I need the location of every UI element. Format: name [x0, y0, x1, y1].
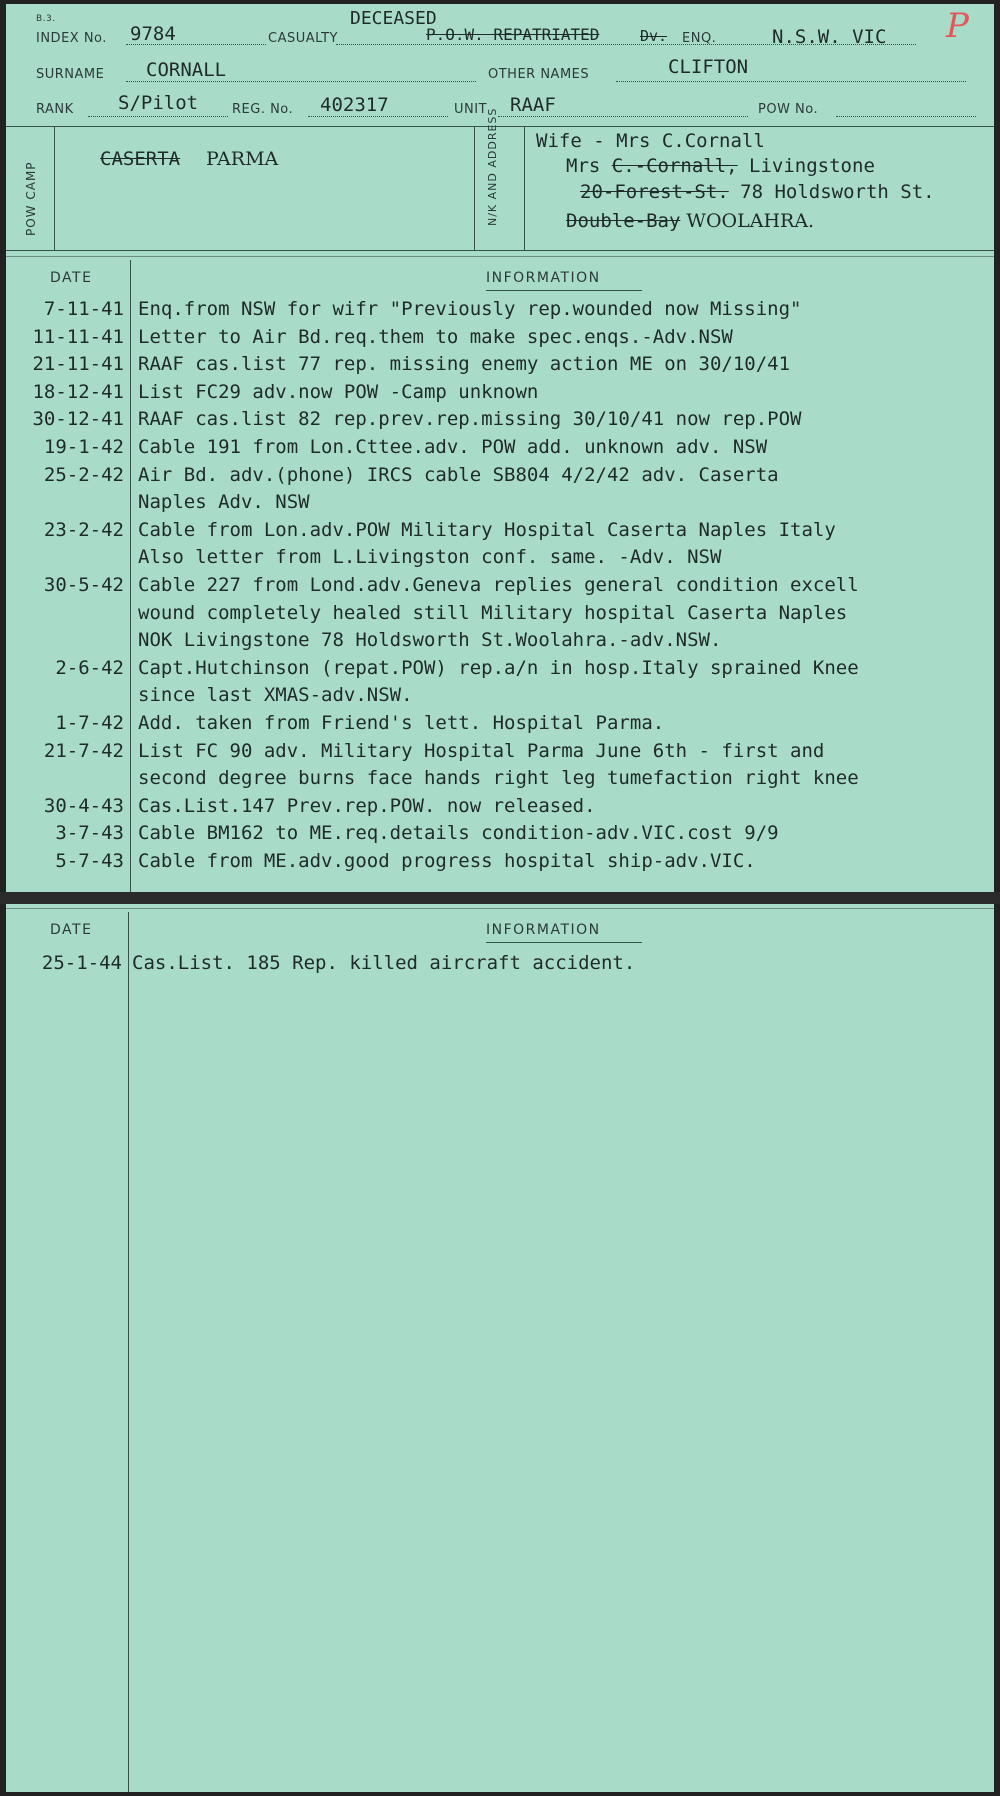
reg-rule	[308, 116, 448, 117]
pow-camp-struck: CASERTA	[100, 148, 181, 170]
surname-rule	[126, 81, 476, 82]
rank-rule	[88, 116, 228, 117]
casualty-rule	[336, 44, 916, 45]
entry-text: since last XMAS-adv.NSW.	[138, 684, 413, 707]
pow-camp-divider	[54, 126, 55, 250]
entry-text: Enq.from NSW for wifr "Previously rep.wounded now Missing"	[138, 298, 802, 320]
card-separator	[0, 892, 1000, 904]
entry-date: 25-2-42	[43, 463, 124, 486]
entry-date: 19-1-42	[43, 436, 124, 458]
reg-label: REG. No.	[232, 102, 294, 117]
index-label: INDEX No.	[36, 31, 107, 46]
casualty-label: CASUALTY	[268, 31, 338, 46]
other-names-rule	[616, 81, 966, 82]
entry-date: 30-5-42	[43, 574, 124, 596]
surname: CORNALL	[146, 59, 227, 81]
nok-line-4-rest: WOOLAHRA.	[680, 210, 815, 232]
entry-text: RAAF cas.list 77 rep. missing enemy action ME on 30/10/41	[138, 353, 791, 376]
entry-date: 18-12-41	[32, 380, 124, 403]
index-no: 9784	[130, 23, 176, 45]
entry-text: Also letter from L.Livingston conf. same. -Adv. NSW	[138, 546, 722, 569]
rank-label: RANK	[36, 102, 74, 117]
entry-text: Cas.List. 185 Rep. killed aircraft accident.	[132, 952, 636, 974]
index-rule	[126, 44, 266, 45]
pow-camp: PARMA	[206, 148, 279, 170]
entry-text: List FC 90 adv. Military Hospital Parma June 6th - first and	[138, 739, 825, 762]
entry-text: RAAF cas.list 82 rep.prev.rep.missing 30/10/41 now rep.POW	[138, 408, 802, 431]
unit: RAAF	[510, 94, 556, 116]
nok-line-2	[566, 155, 875, 177]
enq-value: N.S.W. VIC	[772, 26, 887, 48]
entry-text: NOK Livingstone 78 Holdsworth St.Woolahra.-adv.NSW.	[138, 629, 722, 652]
entry-text: Cas.List.147 Prev.rep.POW. now released.	[138, 794, 596, 817]
pow-no-rule	[836, 116, 976, 117]
rank: S/Pilot	[118, 92, 199, 114]
nok-line-4	[566, 210, 814, 232]
info-header-2: INFORMATION	[486, 922, 601, 938]
entry-text: List FC29 adv.now POW -Camp unknown	[138, 380, 539, 403]
casualty-status: DECEASED	[350, 8, 437, 29]
entry-text: Add. taken from Friend's lett. Hospital Parma.	[138, 712, 665, 734]
nok-label: N/K AND ADDRESS	[486, 107, 499, 226]
entry-text: Cable 227 from Lond.adv.Geneva replies general condition excell	[138, 574, 859, 596]
nok-line-2-struck: C.-Cornall,	[611, 155, 738, 177]
nok-line-3-struck: 20-Forest-St.	[580, 181, 729, 203]
nok-divider-left	[474, 126, 475, 250]
nok-line-1: Wife - Mrs C.Cornall	[536, 130, 765, 152]
entry-date: 7-11-41	[43, 298, 124, 320]
nok-line-2-prefix: Mrs	[566, 155, 612, 177]
entry-text: wound completely healed still Military hospital Caserta Naples	[138, 601, 848, 624]
pow-no-label: POW No.	[758, 102, 819, 117]
unit-label: UNIT	[454, 102, 488, 117]
box-bottom-rule	[6, 250, 994, 251]
date-column-divider	[130, 260, 131, 892]
entry-date: 21-7-42	[43, 739, 124, 762]
date-header: DATE	[50, 270, 93, 286]
enq-struck: Dv.	[640, 27, 668, 45]
info-header-underline	[486, 290, 642, 291]
entry-date: 11-11-41	[32, 325, 124, 348]
entry-date: 23-2-42	[43, 518, 124, 541]
other-names: CLIFTON	[668, 56, 749, 78]
entry-date: 25-1-44	[41, 952, 122, 974]
entry-date: 1-7-42	[55, 712, 124, 734]
unit-rule	[498, 116, 748, 117]
entry-text: Naples Adv. NSW	[138, 491, 310, 514]
entry-text: Capt.Hutchinson (repat.POW) rep.a/n in hosp.Italy sprained Knee	[138, 656, 859, 679]
entry-date: 5-7-43	[55, 850, 124, 872]
table-top-rule	[6, 256, 994, 257]
entry-date: 30-12-41	[32, 408, 124, 431]
entry-text: Air Bd. adv.(phone) IRCS cable SB804 4/2/42 adv. Caserta	[138, 463, 779, 486]
entry-text: Cable 191 from Lon.Cttee.adv. POW add. unknown adv. NSW	[138, 436, 768, 458]
pow-camp-label: POW CAMP	[24, 161, 38, 236]
enq-label: ENQ.	[682, 31, 717, 46]
entry-date: 30-4-43	[43, 794, 124, 817]
casualty-struck: P.O.W. REPATRIATED	[426, 25, 600, 44]
nok-line-3-rest: 78 Holdsworth St.	[728, 181, 935, 203]
box-top-rule	[6, 126, 994, 127]
p-mark: P	[946, 6, 969, 46]
date-header-2: DATE	[50, 922, 93, 938]
form-code: B.3.	[36, 14, 56, 24]
nok-divider-right	[524, 126, 525, 250]
surname-label: SURNAME	[36, 67, 105, 82]
reg-no: 402317	[320, 94, 389, 116]
entry-date: 3-7-43	[55, 822, 124, 845]
table-top-rule-2	[6, 908, 994, 909]
entry-date: 2-6-42	[55, 656, 124, 679]
casualty-card-front	[6, 4, 994, 892]
entry-text: Cable BM162 to ME.req.details condition-adv.VIC.cost 9/9	[138, 822, 779, 845]
casualty-card-continuation	[6, 904, 994, 1792]
entry-text: Cable from ME.adv.good progress hospital ship-adv.VIC.	[138, 850, 756, 872]
nok-line-3	[580, 181, 935, 203]
info-header-underline-2	[486, 942, 642, 943]
entry-date: 21-11-41	[32, 353, 124, 376]
nok-line-2-rest: Livingstone	[737, 155, 875, 177]
entry-text: Letter to Air Bd.req.them to make spec.enqs.-Adv.NSW	[138, 325, 733, 348]
info-header: INFORMATION	[486, 270, 601, 286]
date-column-divider-2	[128, 912, 129, 1792]
other-names-label: OTHER NAMES	[488, 67, 590, 82]
entry-text: Cable from Lon.adv.POW Military Hospital Caserta Naples Italy	[138, 518, 836, 541]
entry-text: second degree burns face hands right leg tumefaction right knee	[138, 767, 859, 790]
nok-line-4-struck: Double-Bay	[566, 210, 681, 232]
